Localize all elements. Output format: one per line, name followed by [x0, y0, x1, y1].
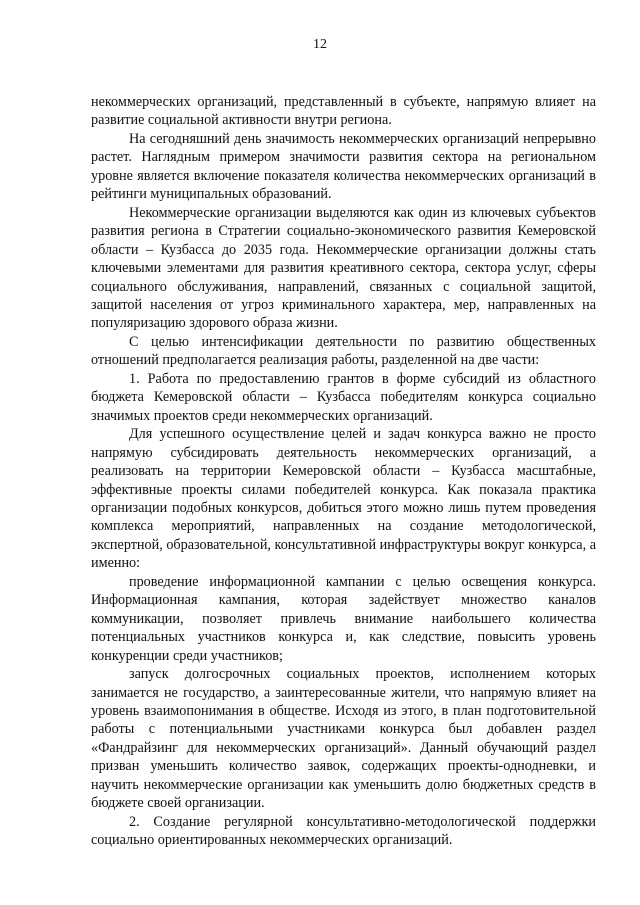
list-item-long-term-projects: запуск долгосрочных социальных проектов, исполнением которых занимается не государство, а заинтересованные жители, что напрямую влияет на уровень взаимопонимания в обществе. Исходя из этого, в план подготовительной работы с потенциальными участниками конкурса был добавлен раздел «Фандрайзинг для некоммерческих организаций». Данный обучающий раздел призван уменьшить количество заявок, содержащих проекты-однодневки, и научить некоммерческие организации как уменьшить долю бюджетных средств в бюджете своей организации.	[91, 666, 596, 812]
paragraph-intensification: С целью интенсификации деятельности по развитию общественных отношений предполагается реализация работы, разделенной на две части:	[91, 333, 596, 369]
paragraph-strategy-2035: Некоммерческие организации выделяются как один из ключевых субъектов развития региона в Стратегии социально-экономического развития Кемеровской области – Кузбасса до 2035 года. Некоммерческие организации должны стать ключевыми элементами для развития креативного сектора, сектора услуг, сферы социального обслуживания, направлений, связанных с социальной защитой, защитой населения от угроз криминального характера, мер, направленных на популяризацию здорового образа жизни.	[91, 204, 596, 332]
document-body	[91, 93, 596, 850]
list-item-grants: 1. Работа по предоставлению грантов в форме субсидий из областного бюджета Кемеровской области – Кузбасса победителям конкурса социально значимых проектов среди некоммерческих организаций.	[91, 370, 596, 424]
paragraph-competition-goals: Для успешного осуществление целей и задач конкурса важно не просто напрямую субсидировать деятельность некоммерческих организаций, а реализовать на территории Кемеровской области – Кузбасса масштабные, эффективные проекты силами победителей конкурса. Как показала практика организации подобных конкурсов, добиться этого можно лишь путем проведения комплекса мероприятий, направленных на создание методологической, экспертной, образовательной, консультативной инфраструктуры вокруг конкурса, а именно:	[91, 426, 596, 572]
list-item-information-campaign: проведение информационной кампании с целью освещения конкурса. Информационная кампания, которая задействует множество каналов коммуникации, позволяет привлечь внимание наибольшего количества потенциальных участников конкурса и, как следствие, повысить уровень конкуренции среди участников;	[91, 573, 596, 664]
paragraph-continuation: некоммерческих организаций, представленный в субъекте, напрямую влияет на развитие социальной активности внутри региона.	[91, 94, 596, 129]
page-number: 12	[313, 37, 327, 52]
list-item-consulting-support: 2. Создание регулярной консультативно-методологической поддержки социально ориентированных некоммерческих организаций.	[91, 813, 596, 849]
paragraph-ngo-significance: На сегодняшний день значимость некоммерческих организаций непрерывно растет. Наглядным примером значимости развития сектора на региональном уровне является включение показателя количества некоммерческих организаций в рейтинги муниципальных образований.	[91, 130, 596, 203]
